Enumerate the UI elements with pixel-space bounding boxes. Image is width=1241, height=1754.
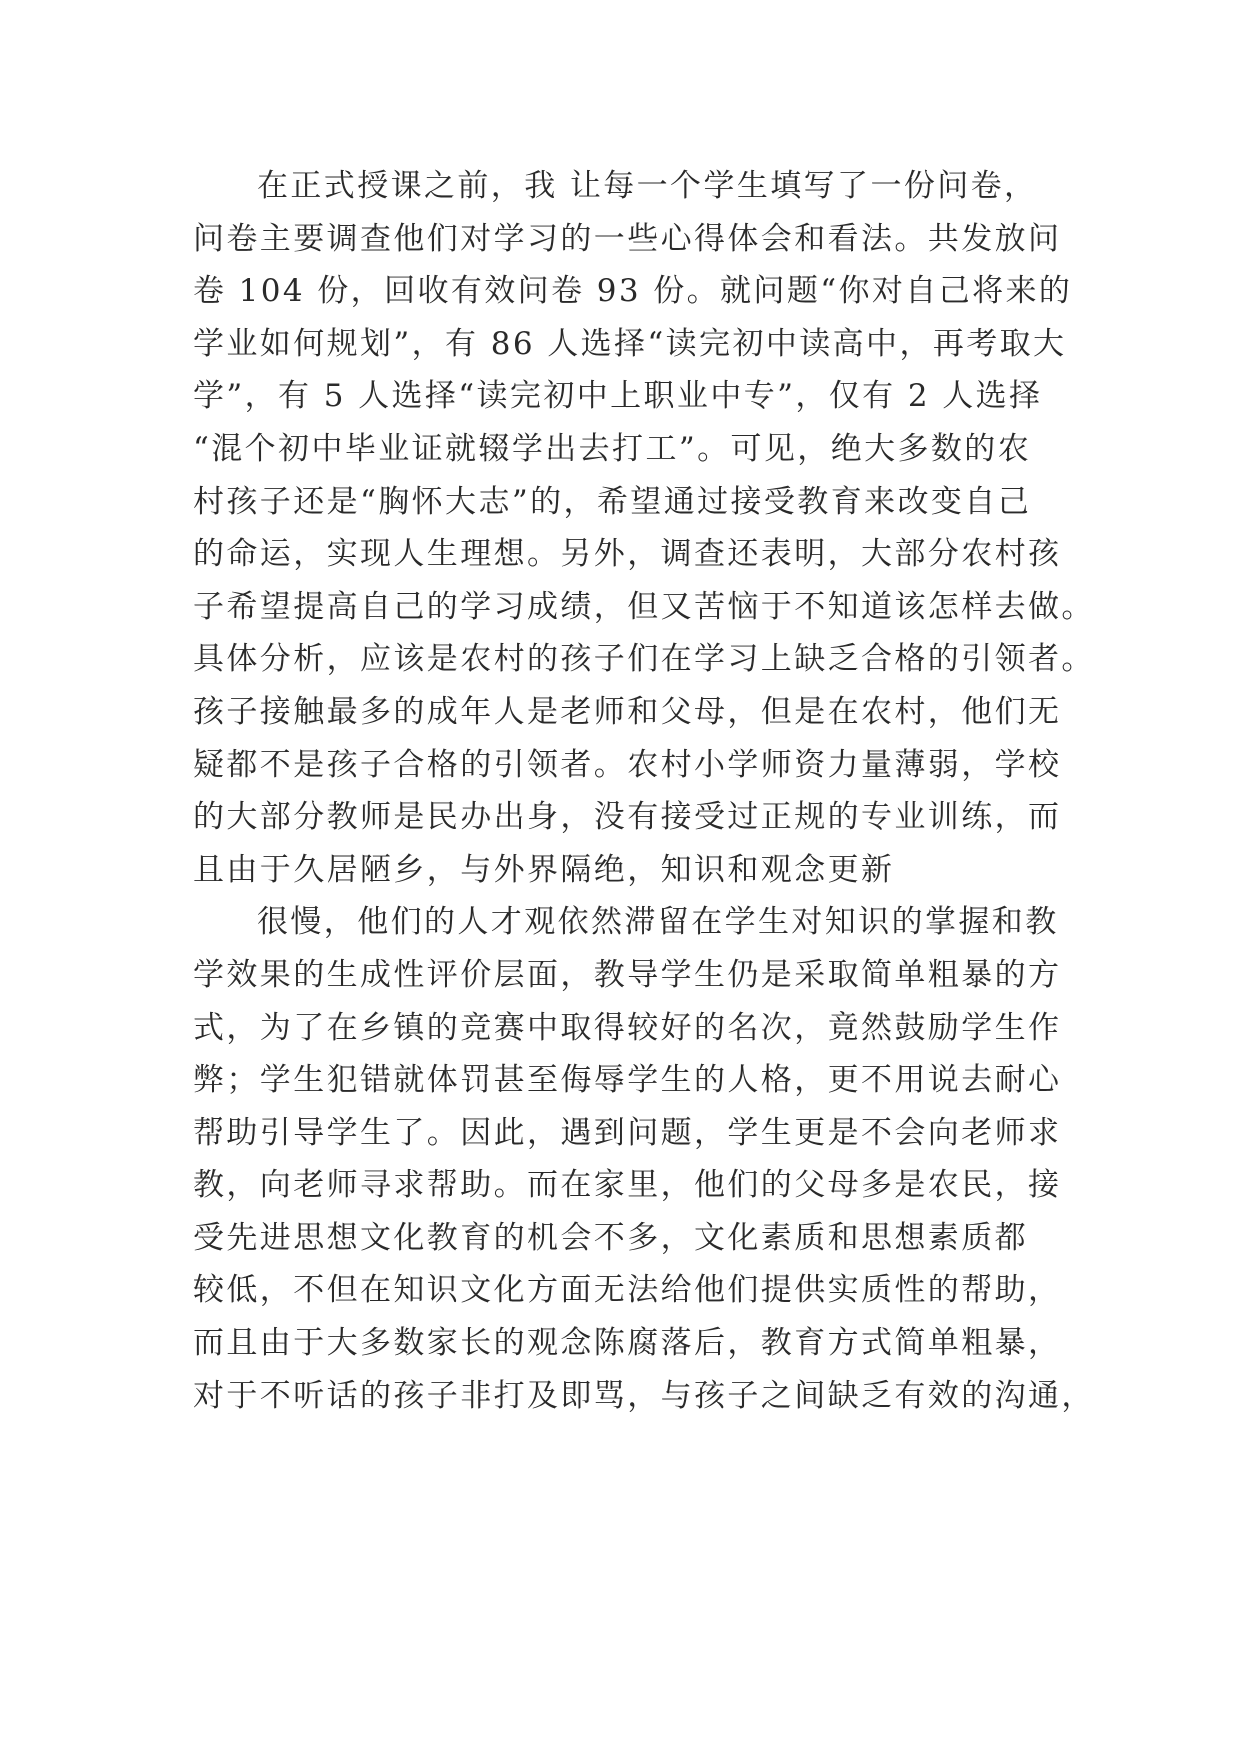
text-line: 受先进思想文化教育的机会不多，文化素质和思想素质都: [193, 1219, 1028, 1256]
text-line: 帮助引导学生了。因此，遇到问题，学生更是不会向老师求: [193, 1114, 1062, 1151]
text-line: 的大部分教师是民办出身，没有接受过正规的专业训练，而: [193, 799, 1062, 836]
text-line: 而且由于大多数家长的观念陈腐落后，教育方式简单粗暴，: [193, 1325, 1062, 1362]
text-line: 子希望提高自己的学习成绩，但又苦恼于不知道该怎样去做。: [193, 588, 1095, 625]
text-line: 问卷主要调查他们对学习的一些心得体会和看法。共发放问: [193, 220, 1062, 257]
text-line: 且由于久居陋乡，与外界隔绝，知识和观念更新: [193, 851, 895, 888]
body-text: [193, 160, 1095, 1422]
text-line: 孩子接触最多的成年人是老师和父母，但是在农村，他们无: [193, 693, 1062, 730]
text-line: 具体分析，应该是农村的孩子们在学习上缺乏合格的引领者。: [193, 641, 1095, 678]
paragraph-1: [193, 160, 1095, 896]
text-line: 学业如何规划”，有 86 人选择“读完初中读高中，再考取大: [193, 325, 1067, 362]
text-line: 弊；学生犯错就体罚甚至侮辱学生的人格，更不用说去耐心: [193, 1062, 1062, 1099]
paragraph-2: [193, 896, 1095, 1422]
text-line: 对于不听话的孩子非打及即骂，与孩子之间缺乏有效的沟通，: [193, 1377, 1095, 1414]
text-line: 很慢，他们的人才观依然滞留在学生对知识的掌握和教: [257, 904, 1059, 941]
text-line: 学效果的生成性评价层面，教导学生仍是采取简单粗暴的方: [193, 956, 1062, 993]
text-line: 在正式授课之前，我 让每一个学生填写了一份问卷，: [257, 168, 1038, 204]
text-line: 卷 104 份，回收有效问卷 93 份。就问题“你对自己将来的: [193, 273, 1073, 310]
text-line: 学”，有 5 人选择“读完初中上职业中专”，仅有 2 人选择: [193, 378, 1043, 415]
text-line: 较低，不但在知识文化方面无法给他们提供实质性的帮助，: [193, 1272, 1062, 1309]
text-line: 的命运，实现人生理想。另外，调查还表明，大部分农村孩: [193, 536, 1062, 573]
text-line: 教，向老师寻求帮助。而在家里，他们的父母多是农民，接: [193, 1167, 1062, 1204]
text-line: 疑都不是孩子合格的引领者。农村小学师资力量薄弱，学校: [193, 746, 1062, 783]
text-line: 式，为了在乡镇的竞赛中取得较好的名次，竟然鼓励学生作: [193, 1009, 1062, 1046]
text-line: 村孩子还是“胸怀大志”的，希望通过接受教育来改变自己: [193, 483, 1032, 520]
text-line: “混个初中毕业证就辍学出去打工”。可见，绝大多数的农: [193, 430, 1032, 467]
